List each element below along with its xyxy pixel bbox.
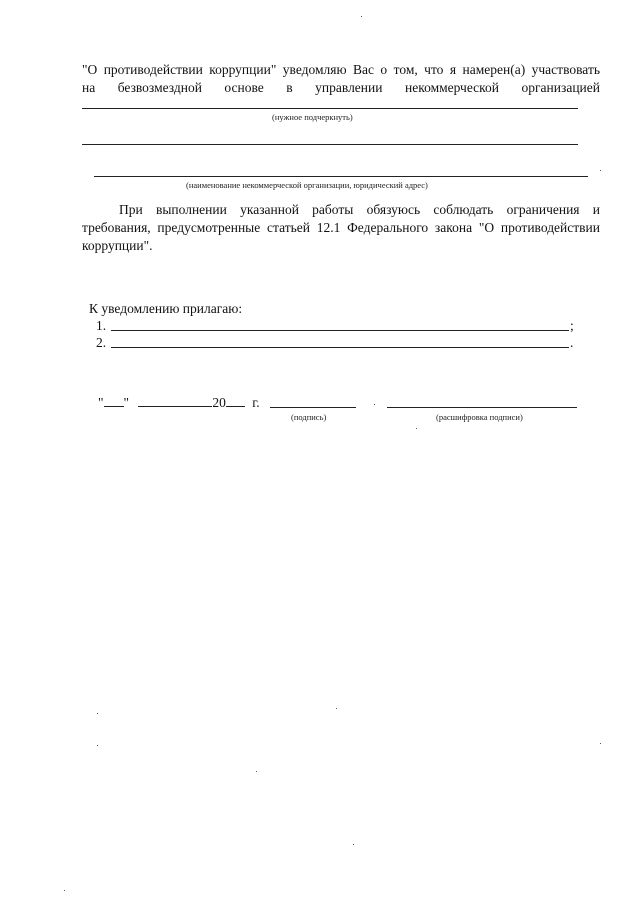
signature-decode-rule bbox=[387, 407, 577, 408]
attachment-end-1: ; bbox=[570, 318, 574, 333]
obligation-paragraph: При выполнении указанной работы обязуюсь соблюдать ограничения и требования, предусмотренные статьей 12.1 Федерального закона "О противодействии коррупции". bbox=[82, 202, 600, 253]
org-blank-rule-2 bbox=[94, 176, 588, 177]
scan-speck bbox=[256, 771, 257, 772]
year-suffix: г. bbox=[252, 395, 260, 410]
year-blank bbox=[226, 394, 245, 407]
day-blank bbox=[104, 394, 124, 407]
scan-speck bbox=[336, 708, 337, 709]
scan-speck bbox=[416, 428, 417, 429]
scan-speck bbox=[353, 844, 354, 845]
signature-caption: (подпись) bbox=[291, 412, 327, 422]
date-line bbox=[98, 394, 260, 412]
attachment-end-2: . bbox=[570, 335, 574, 350]
intro-line-1: "О противодействии коррупции" уведомляю Вас о том, что я намерен(а) участвовать bbox=[82, 62, 600, 77]
scan-speck bbox=[374, 404, 375, 405]
attachment-number-1: 1. bbox=[96, 318, 107, 333]
attachment-number-2: 2. bbox=[96, 335, 107, 350]
scan-speck bbox=[97, 713, 98, 714]
month-blank bbox=[138, 394, 212, 407]
signature-decode-caption: (расшифровка подписи) bbox=[436, 412, 523, 422]
attachment-blank-2 bbox=[111, 347, 569, 348]
intro-line-2: на безвозмездной основе в управлении некоммерческой организацией bbox=[82, 80, 600, 95]
attachment-blank-1 bbox=[111, 330, 569, 331]
org-name-caption: (наименование некоммерческой организации, юридический адрес) bbox=[186, 180, 428, 190]
date-close-quote: " bbox=[123, 395, 130, 410]
org-blank-rule-1 bbox=[82, 144, 578, 145]
century-text: 20 bbox=[212, 395, 226, 410]
scan-speck bbox=[600, 170, 601, 171]
underline-hint-rule bbox=[82, 108, 578, 109]
scan-speck bbox=[361, 16, 362, 17]
scan-speck bbox=[97, 745, 98, 746]
date-open-quote: " bbox=[98, 395, 104, 410]
attachments-title: К уведомлению прилагаю: bbox=[89, 301, 243, 316]
scan-speck bbox=[64, 890, 65, 891]
underline-hint-caption: (нужное подчеркнуть) bbox=[272, 112, 353, 122]
scan-speck bbox=[600, 743, 601, 744]
signature-rule bbox=[270, 407, 356, 408]
